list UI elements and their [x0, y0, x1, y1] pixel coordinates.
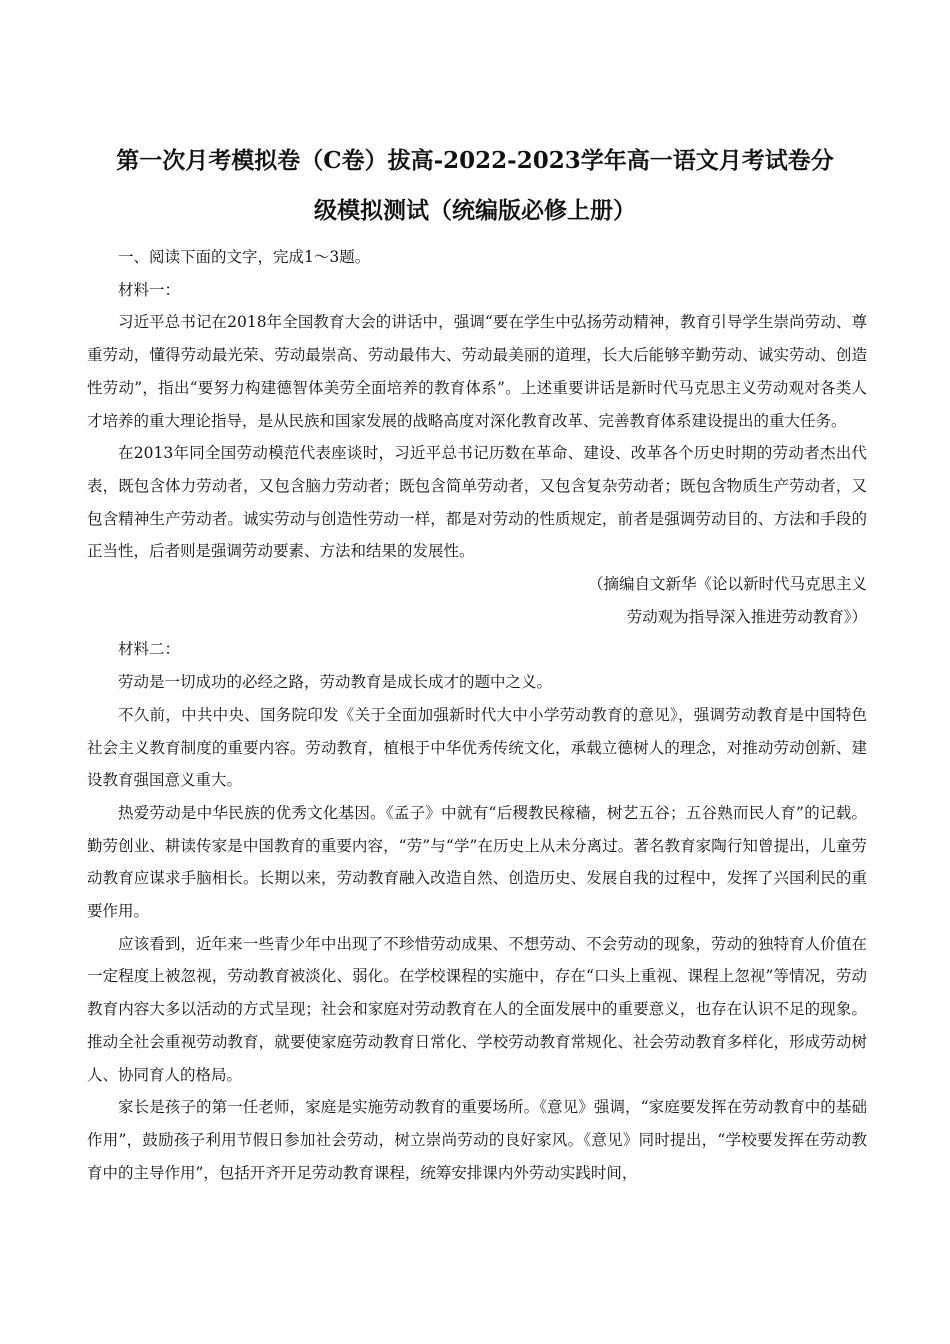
document-title-line-2: 级模拟测试（统编版必修上册）: [314, 197, 636, 224]
material-1-paragraph: 在2013年同全国劳动模范代表座谈时，习近平总书记历数在革命、建设、改革各个历史时期的劳动者杰出代表，既包含体力劳动者，又包含脑力劳动者；既包含简单劳动者，又包含复杂劳动者；既包含物质生产劳动者，又包含精神生产劳动者。诚实劳动与创造性劳动一样，都是对劳动的性质规定，前者是强调劳动目的、方法和手段的正当性，后者则是强调劳动要素、方法和结果的发展性。: [87, 444, 867, 561]
material-2-paragraph: 应该看到，近年来一些青少年中出现了不珍惜劳动成果、不想劳动、不会劳动的现象，劳动的独特育人价值在一定程度上被忽视，劳动教育被淡化、弱化。在学校课程的实施中，存在“口头上重视、课程上忽视”等情况，劳动教育内容大多以活动的方式呈现；社会和家庭对劳动教育在人的全面发展中的重要意义，也存在认识不足的现象。推动全社会重视劳动教育，就要使家庭劳动教育日常化、学校劳动教育常规化、社会劳动教育多样化，形成劳动树人、协同育人的格局。: [87, 934, 867, 1084]
material-2-paragraph: 热爱劳动是中华民族的优秀文化基因。《孟子》中就有“后稷教民稼穑，树艺五谷；五谷熟而民人育”的记载。勤劳创业、耕读传家是中国教育的重要内容，“劳”与“学”在历史上从未分离过。著名教育家陶行知曾提出，儿童劳动教育应谋求手脑相长。长期以来，劳动教育融入改造自然、创造历史、发展自我的过程中，发挥了兴国利民的重要作用。: [87, 803, 867, 921]
material-2-label: 材料二：: [118, 640, 181, 659]
document-title-line-1: 第一次月考模拟卷（C卷）拔高-2022-2023学年高一语文月考试卷分: [116, 147, 834, 174]
material-1-source-line: （摘编自文新华《论以新时代马克思主义: [587, 575, 867, 594]
material-2-paragraph: 劳动是一切成功的必经之路，劳动教育是成长成才的题中之义。: [118, 673, 553, 692]
question-instruction: 一、阅读下面的文字，完成1～3题。: [118, 248, 371, 266]
material-2-paragraph: 家长是孩子的第一任老师，家庭是实施劳动教育的重要场所。《意见》强调，“家庭要发挥在劳动教育中的基础作用”，鼓励孩子利用节假日参加社会劳动，树立崇尚劳动的良好家风。《意见》同时提出，“学校要发挥在劳动教育中的主导作用”，包括开齐开足劳动教育课程，统筹安排课内外劳动实践时间，: [87, 1098, 867, 1182]
material-2-paragraph: 不久前，中共中央、国务院印发《关于全面加强新时代大中小学劳动教育的意见》，强调劳动教育是中国特色社会主义教育制度的重要内容。劳动教育，植根于中华优秀传统文化，承载立德树人的理念，对推动劳动创新、建设教育强国意义重大。: [87, 705, 867, 790]
material-1-source-line: 劳动观为指导深入推进劳动教育》）: [626, 607, 867, 626]
material-1-label: 材料一：: [118, 280, 181, 299]
document-body: [87, 241, 867, 1189]
material-1-paragraph: 习近平总书记在2018年全国教育大会的讲话中，强调“要在学生中弘扬劳动精神，教育引导学生崇尚劳动、尊重劳动，懂得劳动最光荣、劳动最崇高、劳动最伟大、劳动最美丽的道理，长大后能够辛勤劳动、诚实劳动、创造性劳动”，指出“要努力构建德智体美劳全面培养的教育体系”。上述重要讲话是新时代马克思主义劳动观对各类人才培养的重大理论指导，是从民族和国家发展的战略高度对深化教育改革、完善教育体系建设提出的重大任务。: [87, 313, 867, 430]
